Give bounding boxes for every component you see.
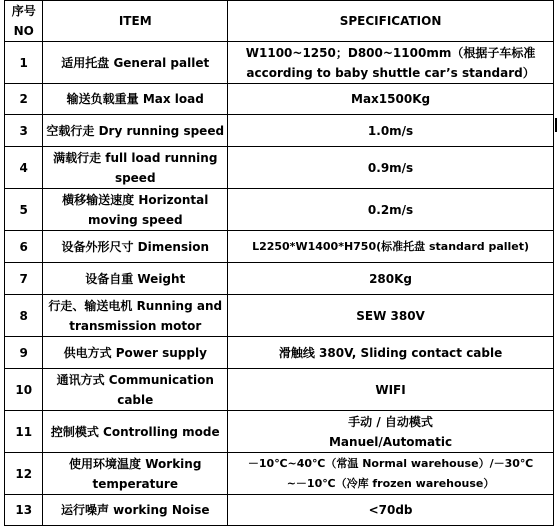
item-cell: 控制模式 Controlling mode [43, 411, 228, 453]
item-cell: 适用托盘 General pallet [43, 42, 228, 84]
spec-cell: W1100~1250；D800~1100mm（根据子车标准 according to baby shuttle car’s standard） [228, 42, 554, 84]
item-cell: 输送负载重量 Max load [43, 84, 228, 115]
row-number: 10 [5, 369, 43, 411]
item-cell: 设备自重 Weight [43, 263, 228, 295]
row-number: 4 [5, 147, 43, 189]
item-cell: 设备外形尺寸 Dimension [43, 231, 228, 263]
header-spec: SPECIFICATION [228, 1, 554, 42]
item-cell: 使用环境温度 Working temperature [43, 453, 228, 495]
specification-table [4, 0, 554, 526]
spec-cell: 手动 / 自动模式 Manuel/Automatic [228, 411, 554, 453]
table-row [5, 453, 554, 495]
table-row [5, 147, 554, 189]
row-number: 11 [5, 411, 43, 453]
table-row [5, 115, 554, 147]
table-row [5, 411, 554, 453]
item-cell: 运行噪声 working Noise [43, 495, 228, 526]
table-row [5, 231, 554, 263]
row-number: 2 [5, 84, 43, 115]
item-cell: 供电方式 Power supply [43, 337, 228, 369]
item-cell: 满载行走 full load running speed [43, 147, 228, 189]
row-number: 1 [5, 42, 43, 84]
item-cell: 行走、输送电机 Running and transmission motor [43, 295, 228, 337]
table-row [5, 42, 554, 84]
spec-cell: WIFI [228, 369, 554, 411]
table-row [5, 295, 554, 337]
header-row [5, 1, 554, 42]
edge-mark [555, 118, 557, 132]
row-number: 7 [5, 263, 43, 295]
row-number: 5 [5, 189, 43, 231]
table-row [5, 263, 554, 295]
item-cell: 通讯方式 Communication cable [43, 369, 228, 411]
spec-cell: －10℃~40℃（常温 Normal warehouse）/－30℃ ~－10℃（冷库 frozen warehouse） [228, 453, 554, 495]
spec-cell: L2250*W1400*H750(标准托盘 standard pallet) [228, 231, 554, 263]
item-cell: 横移输送速度 Horizontal moving speed [43, 189, 228, 231]
spec-cell: <70db [228, 495, 554, 526]
spec-cell: 1.0m/s [228, 115, 554, 147]
row-number: 3 [5, 115, 43, 147]
row-number: 8 [5, 295, 43, 337]
table-row [5, 495, 554, 526]
item-cell: 空载行走 Dry running speed [43, 115, 228, 147]
row-number: 9 [5, 337, 43, 369]
row-number: 6 [5, 231, 43, 263]
spec-cell: 280Kg [228, 263, 554, 295]
header-item: ITEM [43, 1, 228, 42]
spec-cell: SEW 380V [228, 295, 554, 337]
table-row [5, 84, 554, 115]
spec-cell: Max1500Kg [228, 84, 554, 115]
table-row [5, 369, 554, 411]
table-row [5, 189, 554, 231]
spec-cell: 滑触线 380V, Sliding contact cable [228, 337, 554, 369]
row-number: 13 [5, 495, 43, 526]
header-no: 序号 NO [5, 1, 43, 42]
table-row [5, 337, 554, 369]
spec-cell: 0.2m/s [228, 189, 554, 231]
row-number: 12 [5, 453, 43, 495]
spec-cell: 0.9m/s [228, 147, 554, 189]
